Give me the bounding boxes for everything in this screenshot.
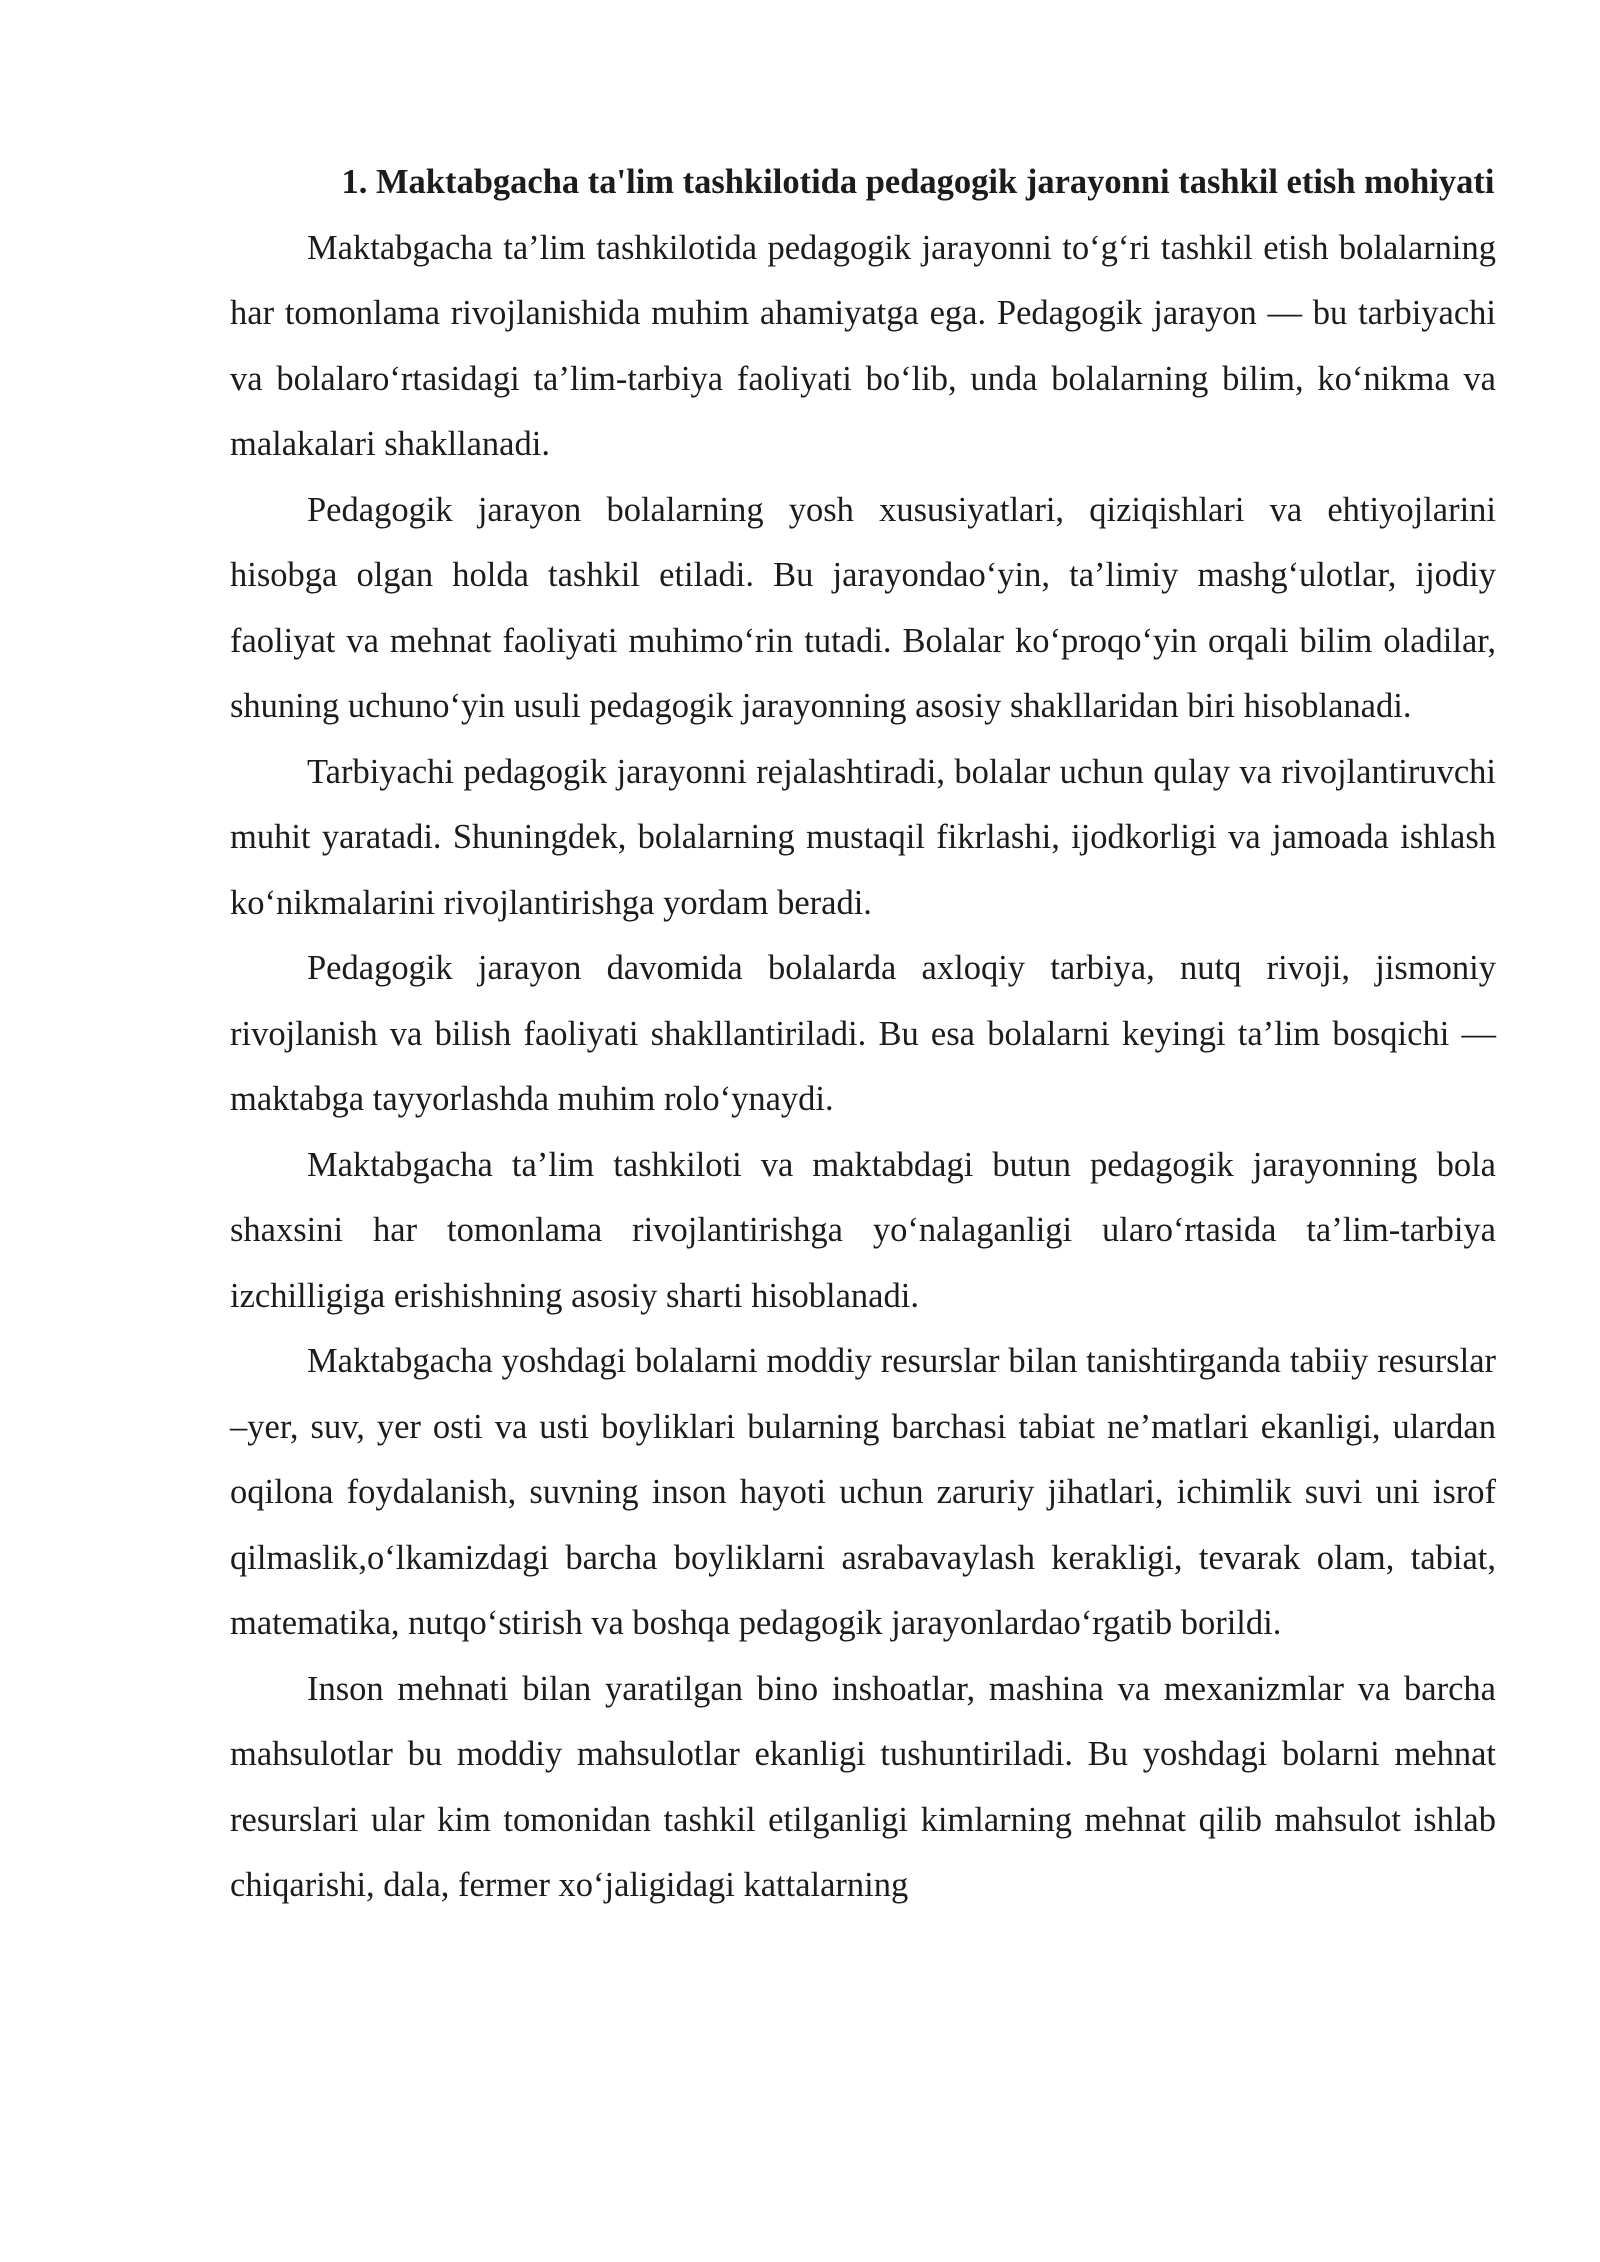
paragraph-2: Pedagogik jarayon bolalarning yosh xususiyatlari, qiziqishlari va ehtiyojlarini hisobga olgan holda tashkil etiladi. Bu jarayondao‘yin, ta’limiy mashg‘ulotlar, ijodiy faoliyat va mehnat faoliyati muhimo‘rin tutadi. Bolalar ko‘proqo‘yin orqali bilim oladilar, shuning uchuno‘yin usuli pedagogik jarayonning asosiy shakllaridan biri hisoblanadi.	[230, 490, 1496, 725]
section-heading: 1. Maktabgacha ta'lim tashkilotida pedagogik jarayonni tashkil etish mohiyati	[341, 163, 1495, 201]
document-body	[230, 150, 1496, 1919]
paragraph-4: Pedagogik jarayon davomida bolalarda axloqiy tarbiya, nutq rivoji, jismoniy rivojlanish va bilish faoliyati shakllantiriladi. Bu esa bolalarni keyingi ta’lim bosqichi — maktabga tayyorlashda muhim rolo‘ynaydi.	[230, 949, 1496, 1118]
paragraph-7: Inson mehnati bilan yaratilgan bino inshoatlar, mashina va mexanizmlar va barcha mahsulotlar bu moddiy mahsulotlar ekanligi tushuntiriladi. Bu yoshdagi bolarni mehnat resurslari ular kim tomonidan tashkil etilganligi kimlarning mehnat qilib mahsulot ishlab chiqarishi, dala, fermer xo‘jaligidagi kattalarning	[230, 1669, 1496, 1904]
paragraph-6: Maktabgacha yoshdagi bolalarni moddiy resurslar bilan tanishtirganda tabiiy resurslar –yer, suv, yer osti va usti boyliklari bularning barchasi tabiat ne’matlari ekanligi, ulardan oqilona foydalanish, suvning inson hayoti uchun zaruriy jihatlari, ichimlik suvi uni isrof qilmaslik,o‘lkamizdagi barcha boyliklarni asrabavaylash kerakligi, tevarak olam, tabiat, matematika, nutqo‘stirish va boshqa pedagogik jarayonlardao‘rgatib borildi.	[230, 1342, 1496, 1642]
paragraph-3: Tarbiyachi pedagogik jarayonni rejalashtiradi, bolalar uchun qulay va rivojlantiruvchi muhit yaratadi. Shuningdek, bolalarning mustaqil fikrlashi, ijodkorligi va jamoada ishlash ko‘nikmalarini rivojlantirishga yordam beradi.	[230, 752, 1496, 922]
paragraph-1: Maktabgacha ta’lim tashkilotida pedagogik jarayonni to‘g‘ri tashkil etish bolalarning har tomonlama rivojlanishida muhim ahamiyatga ega. Pedagogik jarayon — bu tarbiyachi va bolalaro‘rtasidagi ta’lim-tarbiya faoliyati bo‘lib, unda bolalarning bilim, ko‘nikma va malakalari shakllanadi.	[230, 228, 1496, 463]
paragraph-5: Maktabgacha ta’lim tashkiloti va maktabdagi butun pedagogik jarayonning bola shaxsini har tomonlama rivojlantirishga yo‘nalaganligi ularo‘rtasida ta’lim-tarbiya izchilligiga erishishning asosiy sharti hisoblanadi.	[230, 1145, 1496, 1315]
